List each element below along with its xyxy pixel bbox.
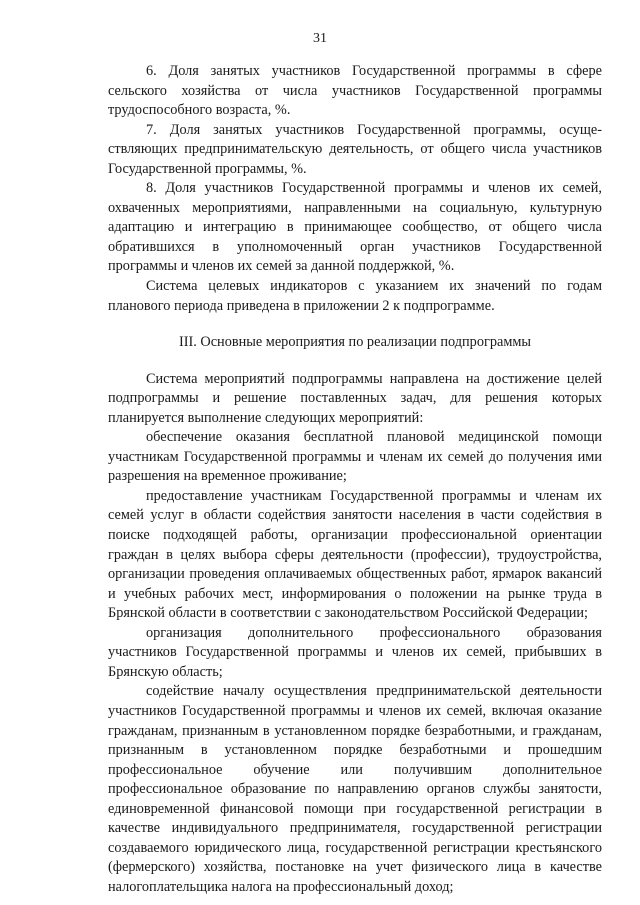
measure-employment-services: предоставление участникам Государственной программы и членам их семей услуг в области содействия занятости населения в части содействия в поиске подходящей работы, организации профессиональной ориентации граждан в целях выбора сферы деятельности (профессии), трудоустройства, организации проведения оплачиваемых общественных работ, ярмарок вакансий и учебных рабочих мест, информирования о положении на рынке труда в Брянской области в соответствии с законодательством Российской Федерации;	[108, 487, 602, 622]
measures-intro-paragraph: Система мероприятий подпрограммы направлена на достижение целей подпрограммы и решение поставленных задач, для решения которых планируется выполнение следующих мероприятий:	[108, 370, 602, 426]
spacer	[108, 316, 602, 333]
indicators-system-paragraph: Система целевых индикаторов с указанием их значений по годам планового периода приведена в приложении 2 к подпрограмме.	[108, 278, 602, 314]
measure-professional-education: организация дополнительного профессионального образования участников Государственной программы и членов их семей, прибывших в Брянскую область;	[108, 624, 602, 680]
indicator-paragraph-8: 8. Доля участников Государственной программы и членов их семей, охваченных мероприятиями, направленными на социальную, культурную адаптацию и интеграцию в принимающее сообщество, от общего числа обратившихся в уполномоченный орган участников Государственной программы и членов их семей за данной поддержкой, %.	[108, 180, 602, 275]
document-body	[108, 62, 602, 897]
spacer	[108, 353, 602, 370]
indicator-paragraph-6: 6. Доля занятых участников Государственной программы в сфере сельского хозяйства от числа участников Государственной программы трудоспособного возраста, %.	[108, 63, 602, 119]
measure-medical-care: обеспечение оказания бесплатной плановой медицинской помощи участникам Государственной программы и членам их семей до получения ими разрешения на временное проживание;	[108, 429, 602, 485]
page-number: 31	[313, 31, 327, 46]
section-heading: III. Основные мероприятия по реализации подпрограммы	[178, 334, 532, 351]
measure-entrepreneurship-support: содействие началу осуществления предпринимательской деятельности участников Государственной программы и членов их семей, включая оказание гражданам, признанным в установленном порядке безработными, и гражданам, признанным в установленном порядке безработными и прошедшим профессиональное обучение или получившим дополнительное профессиональное образование по направлению органов службы занятости, единовременной финансовой помощи при государственной регистрации в качестве индивидуального предпринимателя, государственной регистрации создаваемого юридического лица, государственной регистрации крестьянского (фермерского) хозяйства, постановке на учет физического лица в качестве налогоплательщика налога на профессиональный доход;	[108, 683, 602, 895]
indicator-paragraph-7: 7. Доля занятых участников Государственной программы, осуществляющих предпринимательскую деятельность, от общего числа участников Государственной программы, %.	[108, 121, 602, 177]
